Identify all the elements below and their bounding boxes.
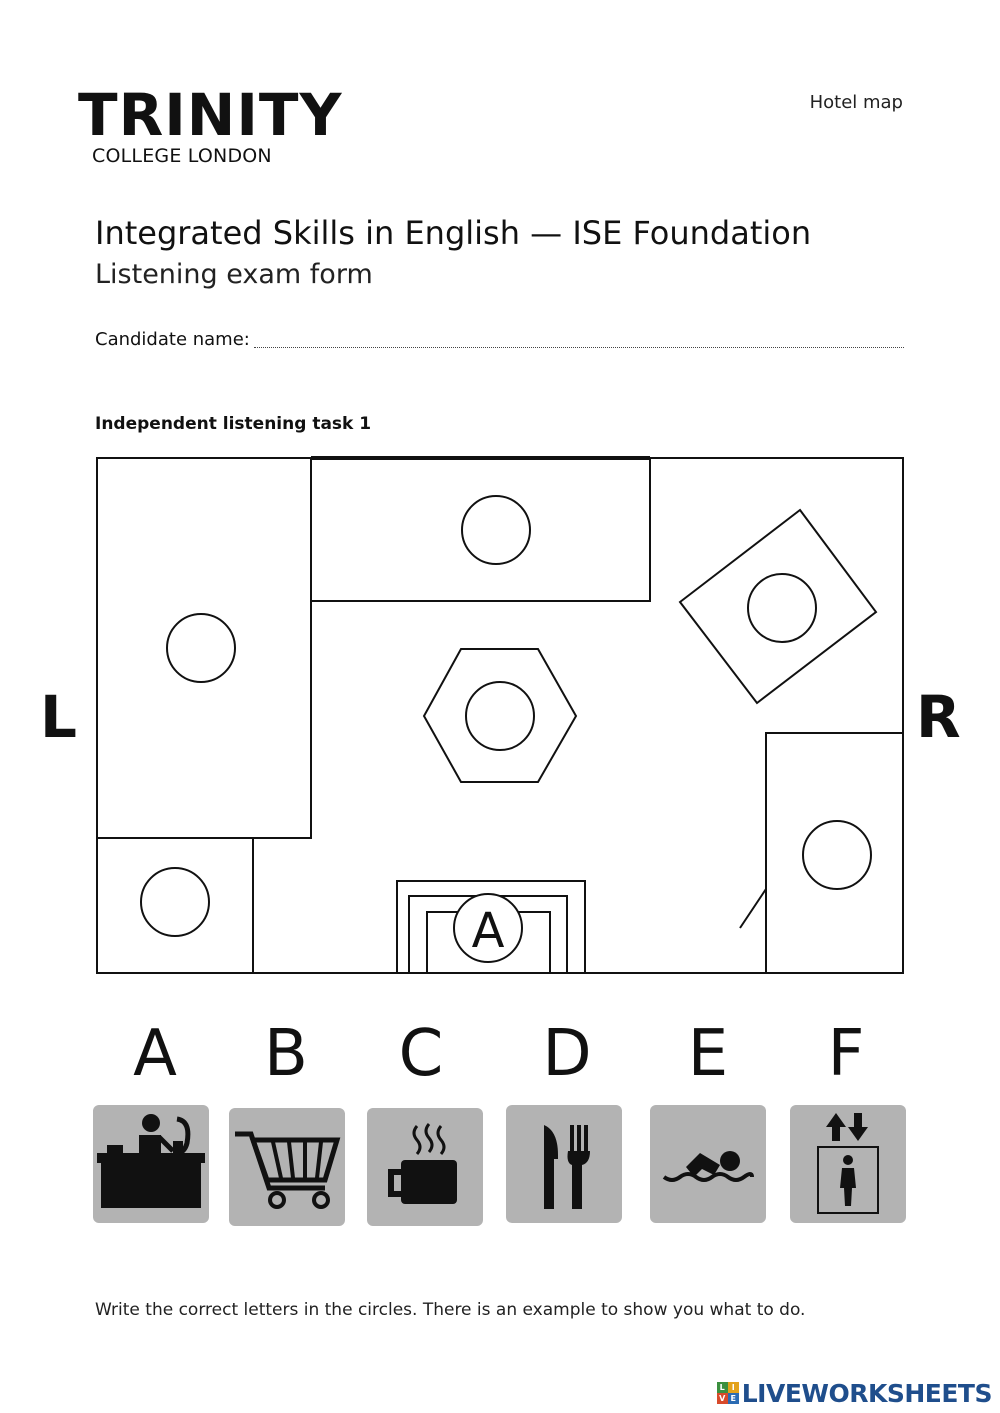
page-subtitle: Listening exam form: [95, 259, 373, 290]
example-answer-letter: A: [471, 903, 505, 959]
answer-circle-bottom-left-room[interactable]: [141, 868, 209, 936]
option-tile-a: [93, 1105, 209, 1223]
option-tile-f: [790, 1105, 906, 1223]
option-letter-a: A: [133, 1017, 177, 1091]
option-letter-e: E: [687, 1017, 729, 1091]
option-letter-c: C: [398, 1017, 444, 1091]
page-title: Integrated Skills in English — ISE Foundation: [95, 214, 812, 252]
page-tag: Hotel map: [809, 92, 903, 113]
option-tile-e: [650, 1105, 766, 1223]
answer-circle-left-room[interactable]: [167, 614, 235, 682]
option-tile-c: [367, 1108, 483, 1226]
option-letter-f: F: [827, 1017, 865, 1091]
trinity-logo-subtext: COLLEGE LONDON: [92, 145, 272, 167]
reception-icon: [93, 1105, 209, 1223]
left-side-label: L: [40, 683, 77, 751]
task-heading: Independent listening task 1: [95, 414, 372, 434]
shopping-cart-icon: [229, 1108, 345, 1226]
swimmer-icon: [650, 1105, 766, 1223]
watermark-text: LIVEWORKSHEETS: [741, 1378, 992, 1408]
instruction-text: Write the correct letters in the circles. There is an example to show you what to do.: [95, 1300, 806, 1320]
right-room-door: [740, 889, 766, 928]
trinity-logo-text: TRINITY: [78, 81, 343, 149]
option-letter-d: D: [542, 1017, 592, 1091]
option-tile-d: [506, 1105, 622, 1223]
answer-circle-top-room[interactable]: [462, 496, 530, 564]
option-tile-b: [229, 1108, 345, 1226]
option-letter-b: B: [264, 1017, 308, 1091]
lift-icon: [790, 1105, 906, 1223]
right-side-label: R: [916, 683, 961, 751]
answer-circle-hexagon-room[interactable]: [466, 682, 534, 750]
coffee-cup-icon: [367, 1108, 483, 1226]
answer-circle-right-room[interactable]: [803, 821, 871, 889]
liveworksheets-badge-icon: L I V E: [717, 1382, 739, 1404]
candidate-name-label: Candidate name:: [95, 329, 250, 350]
liveworksheets-watermark: [717, 1378, 992, 1408]
answer-circle-diamond-room[interactable]: [748, 574, 816, 642]
knife-fork-icon: [506, 1105, 622, 1223]
